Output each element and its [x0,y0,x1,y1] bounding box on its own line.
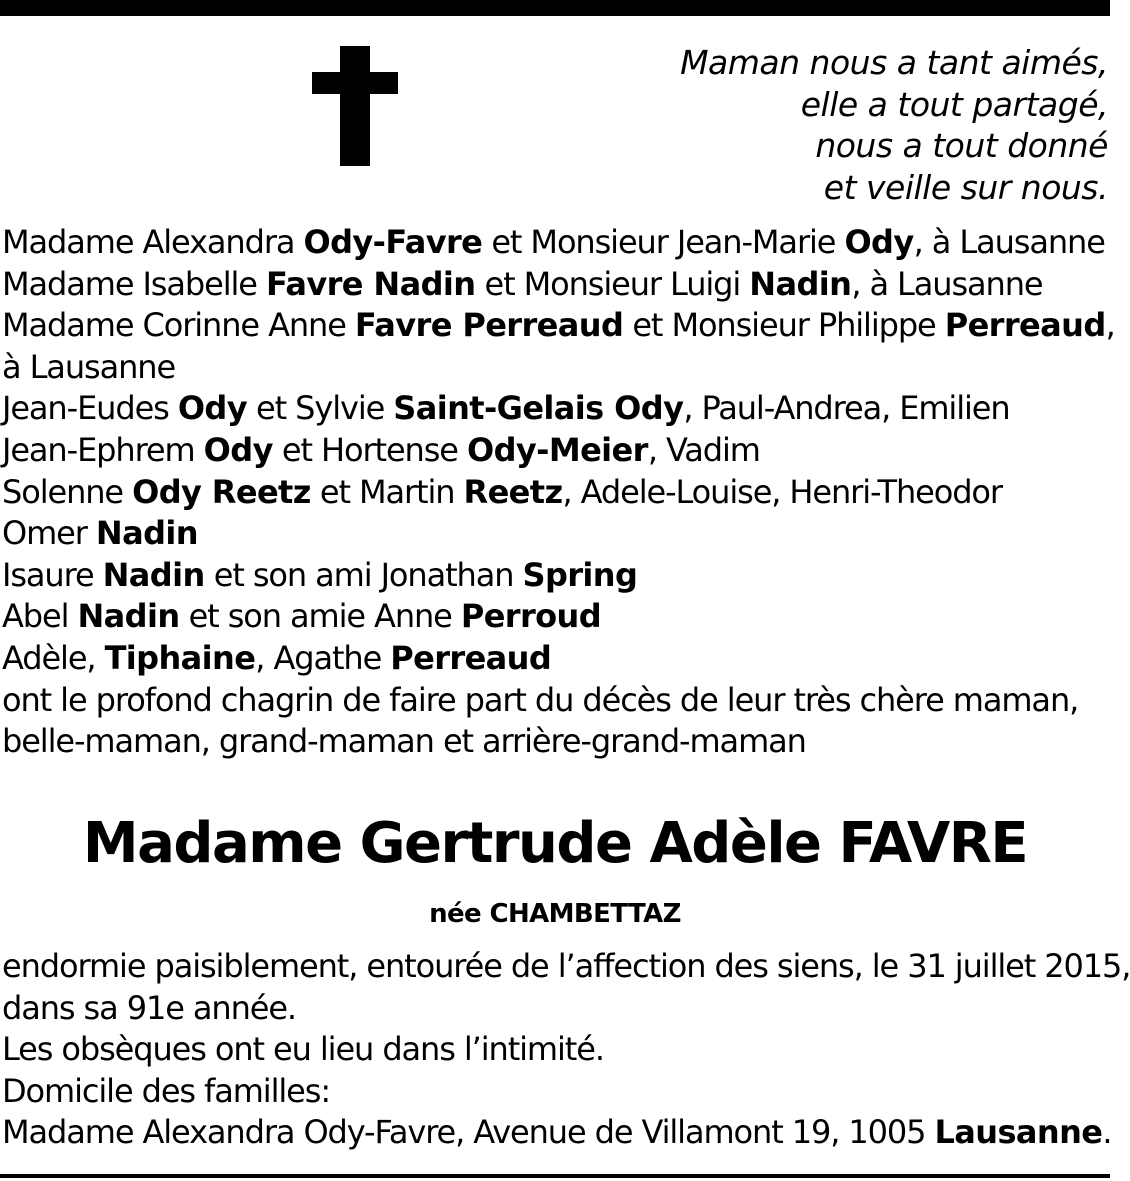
surname: Lausanne [934,1113,1103,1151]
text-line [2,347,1108,389]
surname: Nadin [77,597,180,636]
text-run: dans sa 91e année. [2,988,296,1027]
text-line [2,946,1130,988]
text-run: Les obsèques ont eu lieu dans l’intimité. [2,1030,604,1068]
text-run: Madame Isabelle [2,264,266,303]
text-run: , Paul-Andrea, Emilien [683,389,1010,428]
text-run: , Agathe [255,638,391,677]
text-run: , à Lausanne [913,223,1105,261]
surname: Perreaud [390,638,552,677]
text-run: et Monsieur Jean-Marie [482,223,845,261]
surname: Ody-Meier [466,430,648,469]
text-run: Adèle, [2,638,105,677]
surname: Ody Reetz [132,472,311,511]
epigraph-line: elle a tout partagé, [800,84,1108,124]
text-run: belle-maman, grand-maman et arrière-grand-maman [2,722,806,761]
text-line [2,988,1108,1030]
text-run: et Sylvie [246,389,394,428]
text-run: et Martin [310,472,464,511]
text-line [2,1112,1112,1154]
surname: Favre Perreaud [354,306,624,345]
surname: Spring [522,555,638,594]
text-line [2,555,1108,597]
text-run: ont le profond chagrin de faire part du décès de leur très chère maman, [2,680,1079,719]
surname: Ody [177,389,247,428]
text-run: Madame Corinne Anne [2,306,355,345]
surname: Ody-Favre [303,223,483,261]
surname: Favre Nadin [265,264,476,303]
text-run: Solenne [2,472,133,511]
text-line [2,721,1108,763]
text-line [2,388,1108,430]
cross-icon [312,46,398,166]
text-run: , Adele-Louise, Henri-Theodor [562,472,1002,511]
surname: Ody [203,430,273,469]
text-run: Omer [2,514,96,553]
family-announcement [2,222,1115,763]
deceased-name: Madame Gertrude Adèle FAVRE [82,811,1028,876]
surname: Nadin [95,514,198,553]
surname: Nadin [749,264,852,303]
epigraph-line: Maman nous a tant aimés, [680,43,1108,82]
epigraph-line: nous a tout donné [815,126,1108,165]
text-run: , à Lausanne [851,264,1043,303]
surname: Perroud [460,597,602,636]
text-run: Abel [2,597,78,636]
text-line [2,305,1115,347]
top-rule [0,0,1110,16]
text-line [2,1071,1108,1113]
text-run: Jean-Ephrem [2,430,204,469]
text-run: à Lausanne [2,347,176,386]
surname: Nadin [102,555,205,594]
maiden-name: née CHAMBETTAZ [429,899,681,929]
surname: Tiphaine [104,638,256,677]
text-line [2,596,1108,638]
text-run: , Vadim [647,430,760,469]
text-line [2,430,1108,472]
text-line [2,638,1108,680]
surname: Perreaud [944,306,1106,345]
text-line [2,680,1108,722]
text-run: Madame Alexandra Ody-Favre, Avenue de Villamont 19, 1005 [2,1113,935,1151]
text-run: Domicile des familles: [2,1071,331,1110]
text-line [2,513,1108,555]
text-run: Jean-Eudes [2,389,178,428]
epigraph [588,42,1108,208]
text-run: et Monsieur Philippe [623,306,945,345]
text-line [2,222,1108,264]
text-run: et son amie Anne [179,597,461,636]
text-run: . [1102,1113,1112,1151]
text-run: et son ami Jonathan [204,555,523,594]
text-run: endormie paisiblement, entourée de l’affection des siens, le 31 juillet 2015, [2,947,1130,985]
text-line [2,264,1108,306]
text-run: Isaure [2,555,103,594]
epigraph-line: et veille sur nous. [823,167,1108,207]
text-run: , [1105,306,1115,345]
text-run: et Hortense [272,430,467,469]
bottom-rule [0,1174,1110,1178]
surname: Reetz [463,472,563,511]
text-run: Madame Alexandra [2,223,304,261]
surname: Ody [844,223,914,261]
text-run: et Monsieur Luigi [475,264,750,303]
surname: Saint-Gelais Ody [393,389,684,428]
text-line [2,1029,1108,1071]
text-line [2,472,1108,514]
death-details [2,946,1130,1154]
